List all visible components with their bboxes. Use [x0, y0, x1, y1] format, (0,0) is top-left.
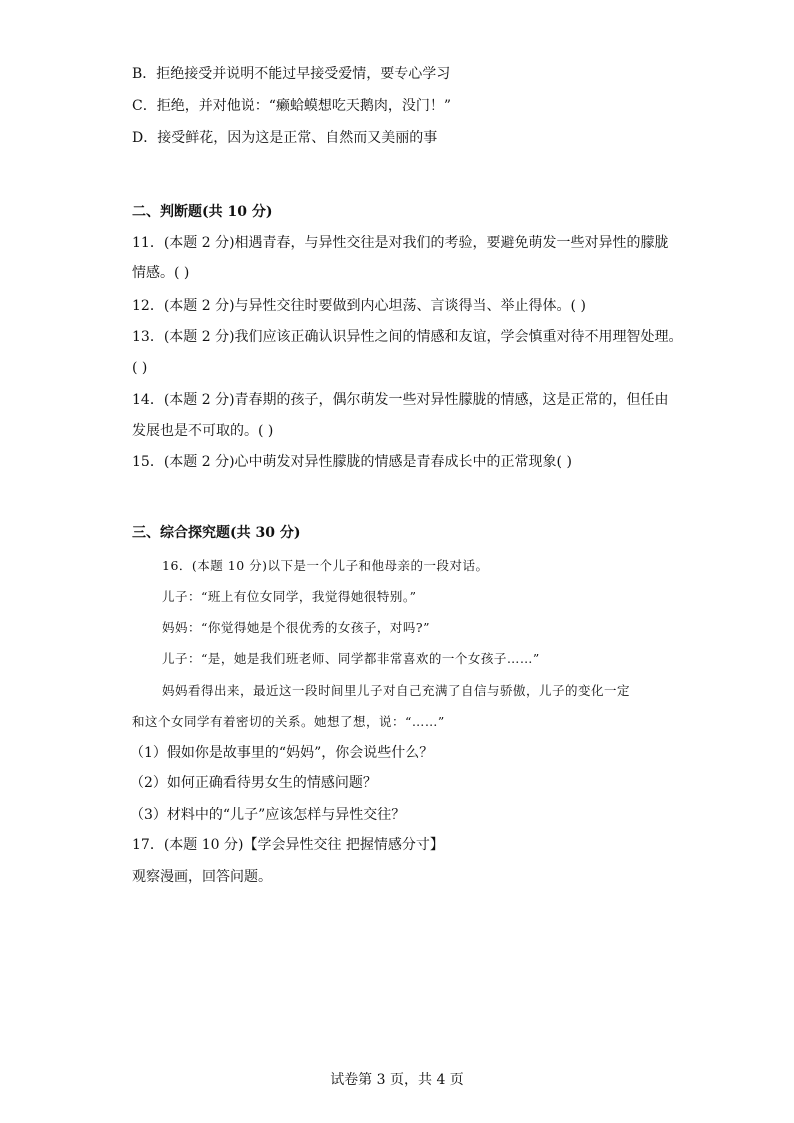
question-14-line-1: 14．(本题 2 分)青春期的孩子，偶尔萌发一些对异性朦胧的情感，这是正常的，但任由	[132, 392, 669, 408]
question-16-intro: 16．(本题 10 分)以下是一个儿子和他母亲的一段对话。	[162, 558, 489, 573]
page-footer: 试卷第 3 页，共 4 页	[330, 1072, 464, 1088]
question-15: 15．(本题 2 分)心中萌发对异性朦胧的情感是青春成长中的正常现象( )	[132, 454, 572, 470]
dialog-line-mom: 妈妈：“你觉得她是个很优秀的女孩子，对吗?”	[162, 620, 430, 635]
option-d: D．接受鲜花，因为这是正常、自然而又美丽的事	[132, 130, 438, 146]
question-13-line-2: ( )	[132, 360, 148, 376]
option-c: C．拒绝，并对他说：“癞蛤蟆想吃天鹅肉，没门！”	[132, 98, 452, 114]
section-2-heading: 二、判断题(共 10 分)	[132, 204, 273, 220]
dialog-line-son-1: 儿子：“班上有位女同学，我觉得她很特别。”	[162, 589, 417, 604]
narration-line-1: 妈妈看得出来，最近这一段时间里儿子对自己充满了自信与骄傲，儿子的变化一定	[162, 683, 631, 698]
question-16-sub-1: （1）假如你是故事里的“妈妈”，你会说些什么？	[130, 745, 434, 761]
question-17: 17．(本题 10 分)【学会异性交往 把握情感分寸】	[132, 837, 444, 853]
dialog-line-son-2: 儿子：“是，她是我们班老师、同学都非常喜欢的一个女孩子……”	[162, 651, 540, 666]
question-16-sub-3: （3）材料中的“儿子”应该怎样与异性交往？	[130, 807, 406, 823]
question-16-sub-2: （2）如何正确看待男女生的情感问题？	[130, 775, 377, 791]
section-3-heading: 三、综合探究题(共 30 分)	[132, 525, 301, 541]
option-b: B．拒绝接受并说明不能过早接受爱情，要专心学习	[132, 66, 451, 82]
narration-line-2: 和这个女同学有着密切的关系。她想了想，说：“……”	[132, 714, 445, 729]
question-17-instruction: 观察漫画，回答问题。	[132, 869, 272, 885]
question-11-line-1: 11．(本题 2 分)相遇青春，与异性交往是对我们的考验，要避免萌发一些对异性的朦胧	[132, 235, 669, 251]
question-14-line-2: 发展也是不可取的。( )	[132, 423, 274, 439]
question-12: 12．(本题 2 分)与异性交往时要做到内心坦荡、言谈得当、举止得体。( )	[132, 298, 586, 314]
question-11-line-2: 情感。( )	[132, 265, 190, 281]
question-13-line-1: 13．(本题 2 分)我们应该正确认识异性之间的情感和友谊，学会慎重对待不用理智处理。	[132, 329, 683, 345]
